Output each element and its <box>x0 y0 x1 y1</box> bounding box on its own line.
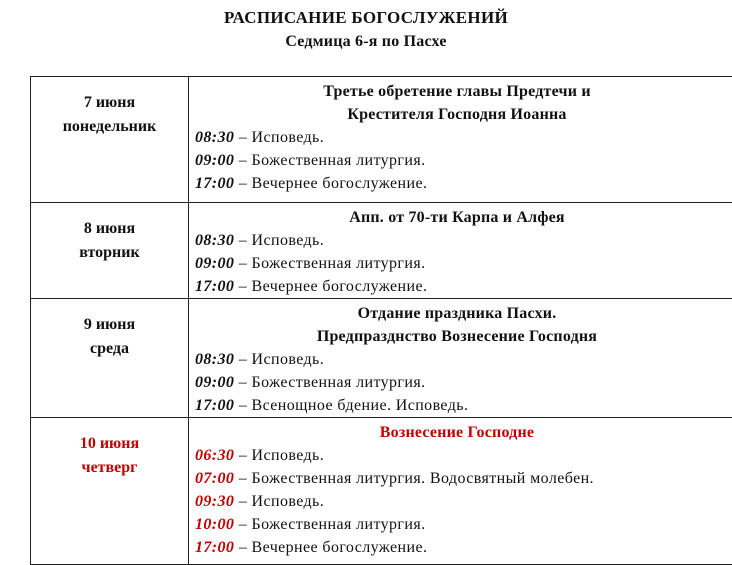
service-text: – Вечернее богослужение. <box>234 539 427 556</box>
feast-title: Третье обретение главы Предтечи и <box>195 80 732 103</box>
services-cell <box>189 77 732 203</box>
service-text: – Всенощное бдение. Исповедь. <box>234 397 468 414</box>
schedule-title: РАСПИСАНИЕ БОГОСЛУЖЕНИЙ <box>0 8 732 28</box>
services-cell <box>189 203 732 299</box>
service-item <box>195 252 732 275</box>
feast-title: Крестителя Господня Иоанна <box>195 103 732 126</box>
service-time: 10:00 <box>195 516 234 533</box>
day-date: 7 июня <box>84 94 135 111</box>
day-row-2 <box>31 203 732 299</box>
day-cell <box>31 77 189 203</box>
day-weekday: среда <box>90 340 129 357</box>
service-time: 07:00 <box>195 470 234 487</box>
services-cell <box>189 299 732 418</box>
day-row-1 <box>31 77 732 203</box>
day-cell <box>31 299 189 418</box>
service-time: 17:00 <box>195 397 234 414</box>
service-time: 08:30 <box>195 351 234 368</box>
day-cell <box>31 203 189 299</box>
service-item <box>195 490 732 513</box>
service-text: – Исповедь. <box>234 232 324 249</box>
schedule-subtitle: Седмица 6-я по Пасхе <box>0 33 732 51</box>
day-date: 10 июня <box>80 435 139 452</box>
schedule-table <box>30 76 732 565</box>
service-item <box>195 172 732 195</box>
service-time: 17:00 <box>195 539 234 556</box>
day-weekday: понедельник <box>63 118 157 135</box>
service-text: – Божественная литургия. <box>234 255 425 272</box>
service-time: 09:30 <box>195 493 234 510</box>
service-time: 17:00 <box>195 175 234 192</box>
service-item <box>195 126 732 149</box>
service-item <box>195 394 732 417</box>
service-item <box>195 149 732 172</box>
service-time: 09:00 <box>195 374 234 391</box>
service-text: – Божественная литургия. <box>234 374 425 391</box>
feast-title: Отдание праздника Пасхи. <box>195 302 732 325</box>
service-item <box>195 348 732 371</box>
feast-title: Предпразднство Вознесение Господня <box>195 325 732 348</box>
services-cell <box>189 418 732 565</box>
feast-title: Апп. от 70-ти Карпа и Алфея <box>195 206 732 229</box>
service-time: 06:30 <box>195 447 234 464</box>
service-item <box>195 371 732 394</box>
day-row-3 <box>31 299 732 418</box>
service-text: – Божественная литургия. <box>234 152 425 169</box>
service-text: – Вечернее богослужение. <box>234 278 427 295</box>
service-text: – Исповедь. <box>234 447 324 464</box>
service-item <box>195 275 732 298</box>
service-time: 08:30 <box>195 129 234 146</box>
day-date: 9 июня <box>84 316 135 333</box>
feast-title: Вознесение Господне <box>195 421 732 444</box>
service-item <box>195 467 732 490</box>
service-time: 09:00 <box>195 152 234 169</box>
service-text: – Исповедь. <box>234 493 324 510</box>
service-time: 08:30 <box>195 232 234 249</box>
service-time: 17:00 <box>195 278 234 295</box>
service-item <box>195 444 732 467</box>
service-text: – Исповедь. <box>234 351 324 368</box>
service-text: – Божественная литургия. Водосвятный молебен. <box>234 470 594 487</box>
service-text: – Вечернее богослужение. <box>234 175 427 192</box>
service-item <box>195 536 732 559</box>
service-text: – Исповедь. <box>234 129 324 146</box>
day-weekday: четверг <box>82 459 138 476</box>
day-date: 8 июня <box>84 220 135 237</box>
service-text: – Божественная литургия. <box>234 516 425 533</box>
day-cell <box>31 418 189 565</box>
service-item <box>195 229 732 252</box>
service-time: 09:00 <box>195 255 234 272</box>
day-row-4 <box>31 418 732 565</box>
service-item <box>195 513 732 536</box>
day-weekday: вторник <box>79 244 139 261</box>
